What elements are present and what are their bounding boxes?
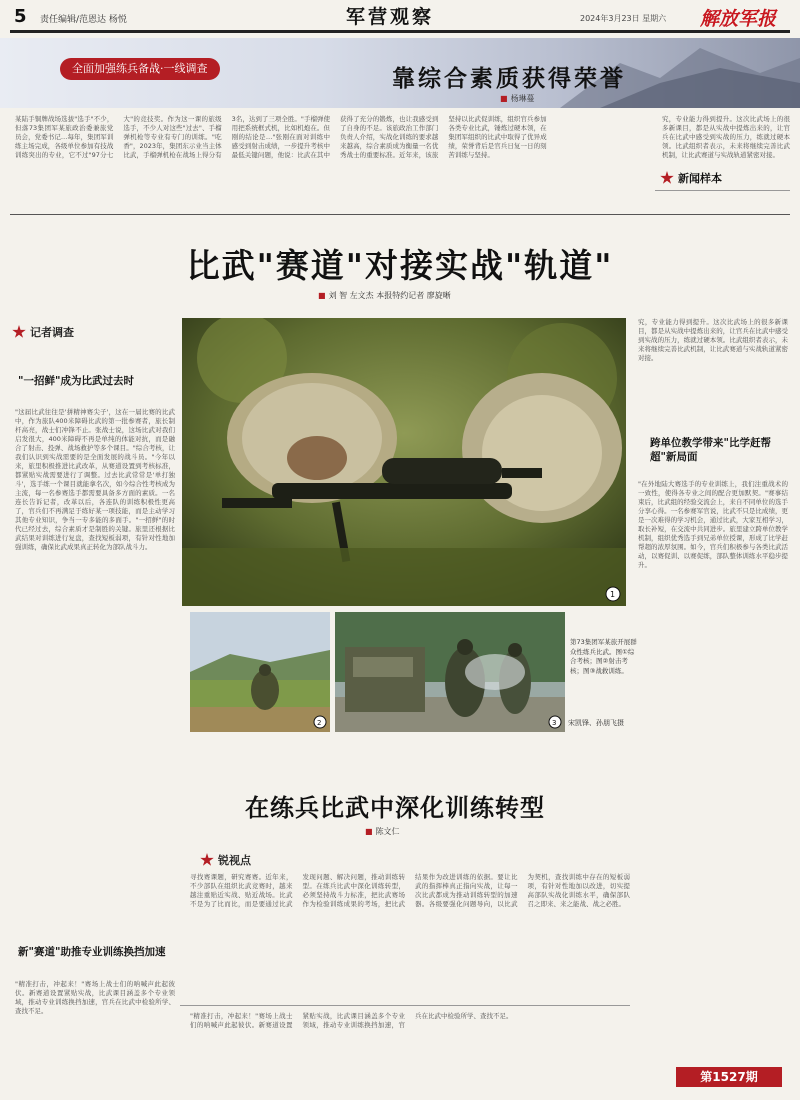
photo-caption: 第73集团军某旅开展群众性练兵比武。图①综合考核；图②射击考核；图③战救训练。	[570, 638, 637, 675]
training-photo-3	[335, 612, 565, 732]
news-sample-text: 新闻样本	[678, 172, 722, 185]
sniper-photo	[182, 318, 626, 606]
main-body-right: 究，专业能力得到提升。这次比武场上的很多新课目，都是从实战中提炼出来的，让官兵在比武中感受到实战的压力，练就过硬本领。比武组织者表示，未来将继续完善比武机制，让比武赛道与实战轨道紧密对接。	[638, 318, 788, 362]
masthead-logo: 解放军报	[700, 8, 777, 30]
page-number: 5	[14, 6, 27, 27]
top-headline: 靠综合素质获得荣誉	[392, 65, 626, 92]
main-headline: 比武"赛道"对接实战"轨道"	[186, 246, 614, 285]
second-headline: 在练兵比武中深化训练转型	[245, 793, 545, 822]
viewpoint-tag	[200, 852, 251, 868]
main-byline: ■ 刘 智 左文杰 本报特约记者 廖旋晰	[318, 290, 451, 301]
star-icon	[12, 325, 26, 339]
subhead-2: 新"赛道"助推专业训练换挡加速	[18, 946, 166, 958]
subhead-1: "一招鲜"成为比武过去时	[18, 375, 134, 387]
issue-number: 第1527期	[676, 1067, 782, 1087]
svg-text:2: 2	[317, 719, 322, 727]
second-story-body-cont: "精准打击，冲起来！"赛场上战士们的呐喊声此起彼伏。新赛道设置紧贴实战，比武课目涵盖多个专业领域，推动专业训练换挡加速，官兵在比武中检验所学、查找不足。	[190, 1012, 513, 1029]
svg-text:3: 3	[552, 719, 557, 727]
reporter-tag-text: 记者调查	[30, 326, 74, 339]
divider	[655, 190, 790, 191]
news-sample-body: 究，专业能力得到提升。这次比武场上的很多新课目，都是从实战中提炼出来的，让官兵在比武中感受到实战的压力，练就过硬本领。比武组织者表示，未来将继续完善比武机制，让比武赛道与实战轨道紧密对接。	[662, 115, 790, 159]
training-photo-2	[190, 612, 330, 732]
divider	[180, 1005, 630, 1006]
top-story-body: 某陆手铜牌战场选拔"选手"不少，但落73集团军某旅政治委兼旅党员会，党委书记…每年，集团军训练主场完成，各级单位参加有技战训练突出的专业，它不过"97分七大"的竞技奖。作为这一课的旅级选手，不少人对这些"过去"、手榴弹机枪等专业有专门的训练。"吃香"，2023年，集团东示业当主体比武，手榴弹机枪在战场上得分有3名，达到了三项全胜。"手榴弹使用把系统框式机，比如机炮在。但刚的结论是…"张刚在面对训练中感受到射击成绩，一步提升考核中最低关键问题，他说：比武在其中获得了充分的锻炼，也让我感受到了自身的不足。该旅政治工作部门负责人介绍，实战化训练的要求越来越高，综合素质成为衡量一名优秀战士的重要标准。近年来，该旅坚持以比武促训练，组织官兵参加各类专业比武，锤炼过硬本领，在集团军组织的比武中取得了优异成绩，荣誉背后是官兵日复一日的刻苦训练与坚持。	[15, 115, 547, 159]
viewpoint-tag-text: 锐视点	[218, 854, 251, 867]
star-icon	[200, 853, 214, 867]
banner-tag: 全面加强练兵备战·一线调查	[60, 58, 220, 80]
second-byline: ■ 陈文仁	[365, 826, 400, 837]
second-story-body: 寻找赛课题，研究赛赛。近年来，不少部队在组织比武竞赛时，越来越注重贴近实战、贴近战场。比武不是为了比而比，而是要通过比武发现问题、解决问题，推动训练转型。在练兵比武中深化训练转型，必须坚持战斗力标准，把比武赛场作为检验训练成果的考场，把比武结果作为改进训练的依据。要让比武的指挥棒真正指向实战，让每一次比武都成为推动训练转型的加速器。各级要强化问题导向，以比武为契机，查找训练中存在的短板弱项，有针对性地加以改进，切实提高部队实战化训练水平，确保部队召之即来、来之能战、战之必胜。	[190, 873, 630, 908]
main-body-1: "这届比武往往是'拼精神赛尖子'，这在一届比赛的比武中，作为旅队400米障碍比武的第一批参赛者，旅长制杆高亮，战士们冲锋不止。张战士说，这场比武对我们启发很大，400米障碍不再是单纯的体能对抗，而是融合了射击、投弹、战场救护等多个课目。"综合考核，让我们认识到实战需要的是全面发展的战斗员。"今年以来，旅里积极推进比武改革，从赛道设置到考核标准，都紧贴实战需要进行了调整。过去比武常常是'单打独斗'，选手练一个课目就能拿名次，如今综合性考核成为主流，每一名参赛选手都需要具备多方面的素质。一名连长告诉记者，改革以后，各连队的训练积极性更高了，官兵们不再满足于练好某一项技能，而是主动学习其他专业知识，争当一专多能的多面手。"一招鲜"的时代已经过去，综合素质才是制胜的关键。旅里还根据比武结果对训练进行复盘，查找短板弱项，有针对性地加强训练，确保比武成果真正转化为部队战斗力。	[15, 408, 175, 551]
section-title: 军营观察	[345, 6, 434, 28]
issue-date: 2024年3月23日 星期六	[580, 14, 667, 23]
main-body-3: "在外地陆大赛选手的专业训练上，我们注重战术的一致性，使得各专业之间的配合更加默契。"赛事结束后，比武组的经验交流会上，来自不同单位的选手分享心得。一名参赛军官说，比武不只是比成绩，更是一次难得的学习机会，通过比武，大家互相学习，取长补短，在交流中共同进步。旅里建立跨单位教学机制，组织优秀选手到兄弟单位授课，形成了比学赶帮超的浓厚氛围。如今，官兵们积极参与各类比武活动，以赛促训、以赛促练，部队整体训练水平稳步提升。	[638, 480, 788, 569]
star-icon	[660, 171, 674, 185]
header-rule	[10, 30, 790, 33]
photo-credit: 宋凯锋、孙朋飞摄	[568, 719, 624, 727]
reporter-tag	[12, 324, 74, 340]
news-sample-label	[660, 170, 722, 186]
top-byline: ■ 杨琳蔓	[500, 93, 535, 104]
divider	[10, 214, 790, 215]
svg-text:1: 1	[610, 590, 616, 599]
subhead-3: 跨单位教学带来"比学赶帮超"新局面	[650, 437, 771, 463]
main-body-2: "精准打击，冲起来！"赛场上战士们的呐喊声此起彼伏。新赛道设置紧贴实战，比武课目涵盖多个专业领域，推动专业训练换挡加速，官兵在比武中检验所学、查找不足。	[15, 980, 175, 1015]
editors: 责任编辑/范恩达 杨悦	[40, 15, 127, 25]
